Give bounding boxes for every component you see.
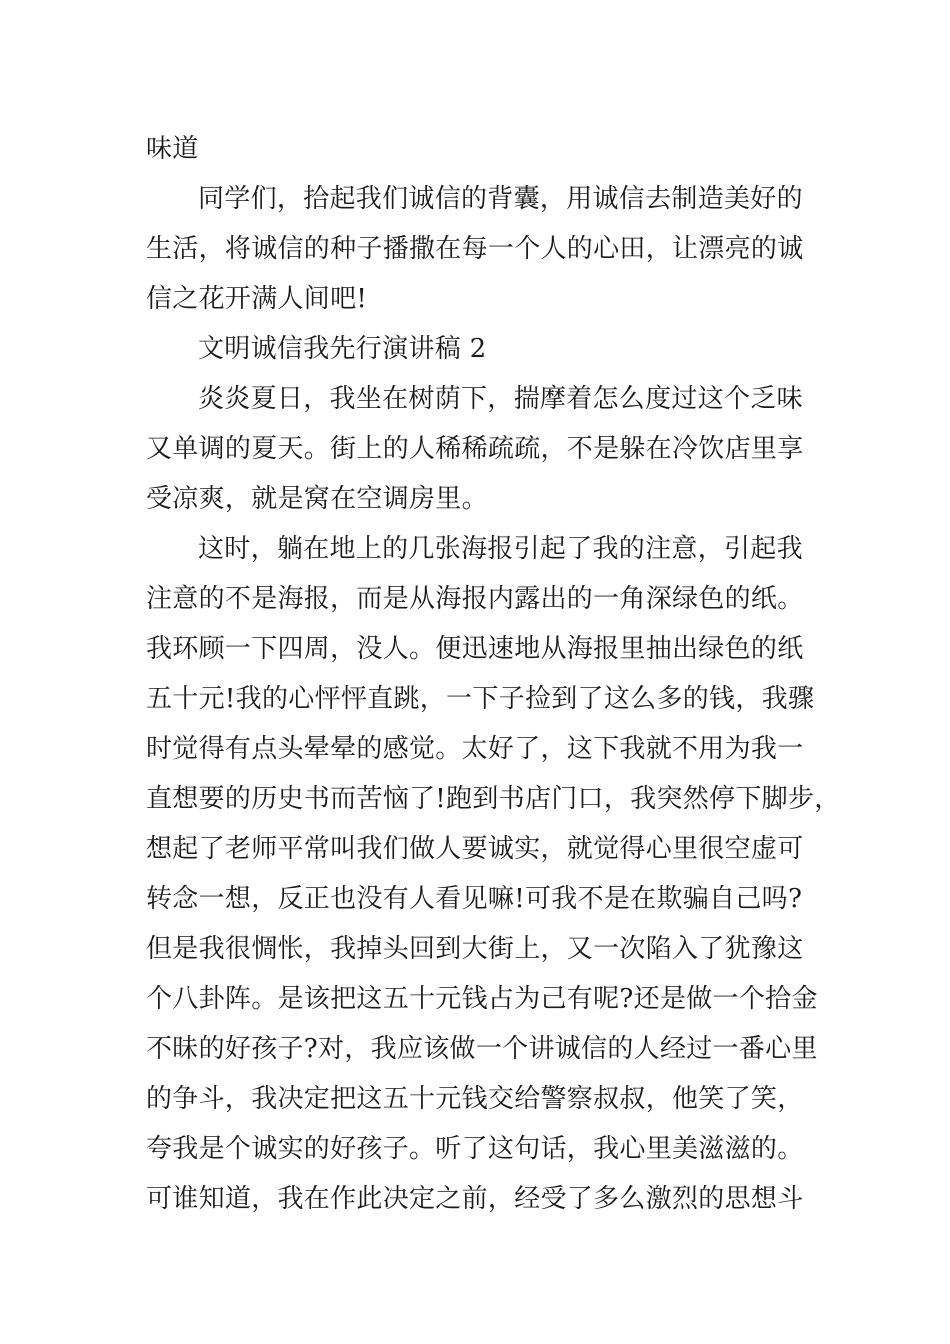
text-line: 又单调的夏天。街上的人稀稀疏疏，不是躲在冷饮店里享	[146, 434, 804, 464]
text-line: 夸我是个诚实的好孩子。听了这句话，我心里美滋滋的。	[146, 1134, 804, 1164]
text-line: 想起了老师平常叫我们做人要诚实，就觉得心里很空虚可	[146, 834, 804, 864]
text-line: 时觉得有点头晕晕的感觉。太好了，这下我就不用为我一	[146, 734, 804, 764]
text-line: 同学们，拾起我们诚信的背囊，用诚信去制造美好的	[198, 184, 803, 214]
text-line: 直想要的历史书而苦恼了!跑到书店门口，我突然停下脚步，	[146, 784, 841, 814]
text-line: 可谁知道，我在作此决定之前，经受了多么激烈的思想斗	[146, 1184, 804, 1214]
text-line: 受凉爽，就是窝在空调房里。	[146, 484, 488, 514]
text-line: 注意的不是海报，而是从海报内露出的一角深绿色的纸。	[146, 584, 804, 614]
text-line: 信之花开满人间吧!	[146, 284, 368, 314]
text-line: 的争斗，我决定把这五十元钱交给警察叔叔，他笑了笑，	[146, 1084, 804, 1114]
text-line: 但是我很惆怅，我掉头回到大街上，又一次陷入了犹豫这	[146, 934, 804, 964]
text-line: 这时，躺在地上的几张海报引起了我的注意，引起我	[198, 534, 803, 564]
text-line: 五十元!我的心怦怦直跳，一下子捡到了这么多的钱，我骤	[146, 684, 815, 714]
section-heading: 文明诚信我先行演讲稿 2	[198, 334, 487, 364]
text-line: 味道	[146, 134, 199, 164]
text-line: 炎炎夏日，我坐在树荫下，揣摩着怎么度过这个乏味	[198, 384, 803, 414]
text-line: 转念一想，反正也没有人看见嘛!可我不是在欺骗自己吗?	[146, 884, 803, 914]
text-line: 生活，将诚信的种子播撒在每一个人的心田，让漂亮的诚	[146, 234, 804, 264]
text-line: 个八卦阵。是该把这五十元钱占为己有呢?还是做一个拾金	[146, 984, 818, 1014]
text-line: 我环顾一下四周，没人。便迅速地从海报里抽出绿色的纸	[146, 634, 804, 664]
text-line: 不昧的好孩子?对，我应该做一个讲诚信的人经过一番心里	[146, 1034, 818, 1064]
